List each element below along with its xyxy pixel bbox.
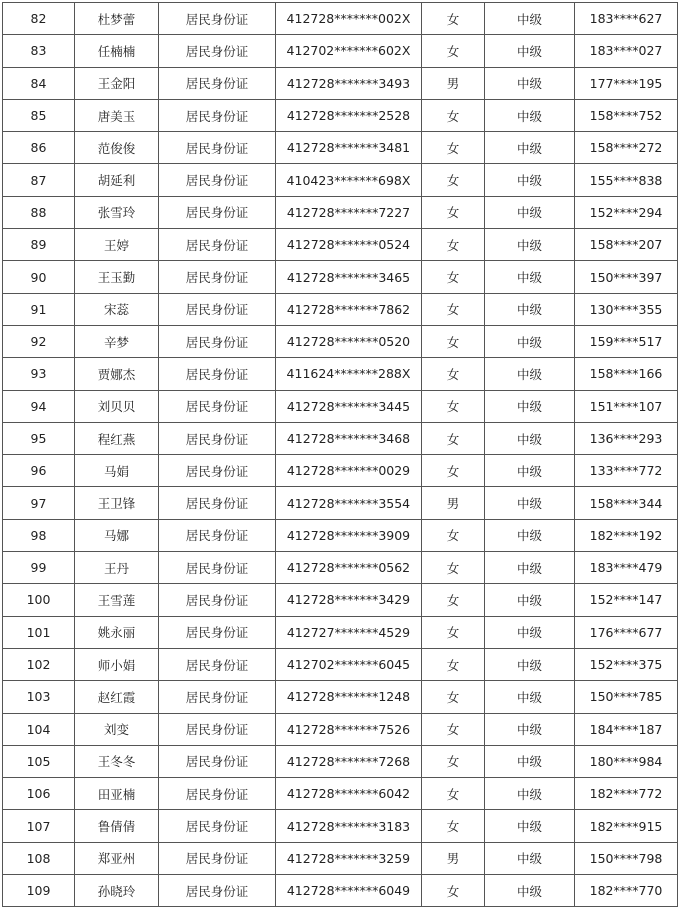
person-name-cell: 宋蕊: [75, 293, 159, 325]
person-name-cell: 任楠楠: [75, 35, 159, 67]
person-name-cell: 郑亚州: [75, 842, 159, 874]
person-name-cell: 王玉勤: [75, 261, 159, 293]
level-cell: 中级: [485, 196, 575, 228]
row-number-cell: 92: [3, 325, 75, 357]
row-number-cell: 97: [3, 487, 75, 519]
person-name-cell: 马娜: [75, 519, 159, 551]
id-number-cell: 412728*******3259: [276, 842, 422, 874]
roster-table-body: [3, 3, 678, 907]
person-name-cell: 辛梦: [75, 325, 159, 357]
level-cell: 中级: [485, 390, 575, 422]
row-number-cell: 85: [3, 99, 75, 131]
id-type-cell: 居民身份证: [159, 681, 276, 713]
level-cell: 中级: [485, 261, 575, 293]
gender-cell: 女: [422, 455, 485, 487]
level-cell: 中级: [485, 681, 575, 713]
person-name-cell: 王雪莲: [75, 584, 159, 616]
phone-number-cell: 183****479: [575, 552, 678, 584]
id-number-cell: 411624*******288X: [276, 358, 422, 390]
gender-cell: 女: [422, 99, 485, 131]
person-name-cell: 胡延利: [75, 164, 159, 196]
table-row: [3, 99, 678, 131]
table-row: [3, 455, 678, 487]
person-name-cell: 鲁倩倩: [75, 810, 159, 842]
table-row: [3, 67, 678, 99]
id-type-cell: 居民身份证: [159, 552, 276, 584]
level-cell: 中级: [485, 455, 575, 487]
row-number-cell: 88: [3, 196, 75, 228]
table-row: [3, 552, 678, 584]
id-type-cell: 居民身份证: [159, 261, 276, 293]
person-name-cell: 张雪玲: [75, 196, 159, 228]
id-type-cell: 居民身份证: [159, 390, 276, 422]
level-cell: 中级: [485, 584, 575, 616]
gender-cell: 女: [422, 745, 485, 777]
gender-cell: 男: [422, 487, 485, 519]
id-type-cell: 居民身份证: [159, 842, 276, 874]
id-type-cell: 居民身份证: [159, 229, 276, 261]
gender-cell: 女: [422, 35, 485, 67]
table-row: [3, 293, 678, 325]
table-row: [3, 164, 678, 196]
gender-cell: 女: [422, 261, 485, 293]
phone-number-cell: 182****915: [575, 810, 678, 842]
level-cell: 中级: [485, 67, 575, 99]
id-number-cell: 412728*******3445: [276, 390, 422, 422]
gender-cell: 女: [422, 616, 485, 648]
row-number-cell: 95: [3, 422, 75, 454]
table-row: [3, 132, 678, 164]
id-number-cell: 412728*******0524: [276, 229, 422, 261]
phone-number-cell: 182****770: [575, 875, 678, 907]
gender-cell: 女: [422, 325, 485, 357]
id-type-cell: 居民身份证: [159, 35, 276, 67]
id-number-cell: 412728*******7268: [276, 745, 422, 777]
phone-number-cell: 158****272: [575, 132, 678, 164]
table-row: [3, 875, 678, 907]
gender-cell: 女: [422, 778, 485, 810]
gender-cell: 女: [422, 681, 485, 713]
id-number-cell: 412728*******6049: [276, 875, 422, 907]
row-number-cell: 104: [3, 713, 75, 745]
level-cell: 中级: [485, 552, 575, 584]
phone-number-cell: 158****344: [575, 487, 678, 519]
gender-cell: 女: [422, 584, 485, 616]
phone-number-cell: 155****838: [575, 164, 678, 196]
level-cell: 中级: [485, 293, 575, 325]
phone-number-cell: 130****355: [575, 293, 678, 325]
id-number-cell: 412728*******7862: [276, 293, 422, 325]
level-cell: 中级: [485, 3, 575, 35]
id-number-cell: 412728*******3468: [276, 422, 422, 454]
person-name-cell: 马娟: [75, 455, 159, 487]
id-type-cell: 居民身份证: [159, 422, 276, 454]
table-row: [3, 713, 678, 745]
gender-cell: 男: [422, 842, 485, 874]
person-name-cell: 王卫锋: [75, 487, 159, 519]
row-number-cell: 87: [3, 164, 75, 196]
id-type-cell: 居民身份证: [159, 713, 276, 745]
level-cell: 中级: [485, 616, 575, 648]
row-number-cell: 84: [3, 67, 75, 99]
level-cell: 中级: [485, 713, 575, 745]
person-name-cell: 王冬冬: [75, 745, 159, 777]
level-cell: 中级: [485, 648, 575, 680]
table-row: [3, 584, 678, 616]
phone-number-cell: 152****147: [575, 584, 678, 616]
phone-number-cell: 177****195: [575, 67, 678, 99]
level-cell: 中级: [485, 35, 575, 67]
row-number-cell: 106: [3, 778, 75, 810]
id-number-cell: 412728*******2528: [276, 99, 422, 131]
id-type-cell: 居民身份证: [159, 455, 276, 487]
id-type-cell: 居民身份证: [159, 778, 276, 810]
row-number-cell: 89: [3, 229, 75, 261]
id-number-cell: 412728*******7227: [276, 196, 422, 228]
id-number-cell: 412728*******3554: [276, 487, 422, 519]
row-number-cell: 94: [3, 390, 75, 422]
id-type-cell: 居民身份证: [159, 99, 276, 131]
row-number-cell: 105: [3, 745, 75, 777]
gender-cell: 女: [422, 422, 485, 454]
person-name-cell: 刘贝贝: [75, 390, 159, 422]
person-name-cell: 姚永丽: [75, 616, 159, 648]
row-number-cell: 91: [3, 293, 75, 325]
person-name-cell: 刘变: [75, 713, 159, 745]
row-number-cell: 101: [3, 616, 75, 648]
table-row: [3, 35, 678, 67]
gender-cell: 女: [422, 196, 485, 228]
id-type-cell: 居民身份证: [159, 875, 276, 907]
id-number-cell: 410423*******698X: [276, 164, 422, 196]
level-cell: 中级: [485, 132, 575, 164]
gender-cell: 女: [422, 132, 485, 164]
level-cell: 中级: [485, 810, 575, 842]
person-name-cell: 杜梦蕾: [75, 3, 159, 35]
id-type-cell: 居民身份证: [159, 67, 276, 99]
row-number-cell: 108: [3, 842, 75, 874]
table-row: [3, 778, 678, 810]
table-row: [3, 325, 678, 357]
person-name-cell: 王金阳: [75, 67, 159, 99]
id-number-cell: 412728*******3465: [276, 261, 422, 293]
gender-cell: 女: [422, 164, 485, 196]
id-type-cell: 居民身份证: [159, 325, 276, 357]
id-number-cell: 412728*******3493: [276, 67, 422, 99]
level-cell: 中级: [485, 778, 575, 810]
table-row: [3, 648, 678, 680]
person-name-cell: 王丹: [75, 552, 159, 584]
id-number-cell: 412728*******3429: [276, 584, 422, 616]
id-type-cell: 居民身份证: [159, 648, 276, 680]
id-type-cell: 居民身份证: [159, 519, 276, 551]
gender-cell: 女: [422, 713, 485, 745]
phone-number-cell: 176****677: [575, 616, 678, 648]
phone-number-cell: 158****166: [575, 358, 678, 390]
table-row: [3, 261, 678, 293]
gender-cell: 女: [422, 519, 485, 551]
id-type-cell: 居民身份证: [159, 132, 276, 164]
id-number-cell: 412728*******6042: [276, 778, 422, 810]
id-number-cell: 412702*******602X: [276, 35, 422, 67]
id-type-cell: 居民身份证: [159, 293, 276, 325]
gender-cell: 女: [422, 390, 485, 422]
id-type-cell: 居民身份证: [159, 584, 276, 616]
phone-number-cell: 182****772: [575, 778, 678, 810]
phone-number-cell: 150****785: [575, 681, 678, 713]
phone-number-cell: 183****627: [575, 3, 678, 35]
id-number-cell: 412728*******0562: [276, 552, 422, 584]
id-number-cell: 412728*******3481: [276, 132, 422, 164]
table-row: [3, 616, 678, 648]
person-name-cell: 孙晓玲: [75, 875, 159, 907]
row-number-cell: 83: [3, 35, 75, 67]
id-type-cell: 居民身份证: [159, 745, 276, 777]
id-type-cell: 居民身份证: [159, 3, 276, 35]
row-number-cell: 100: [3, 584, 75, 616]
row-number-cell: 90: [3, 261, 75, 293]
person-name-cell: 程红燕: [75, 422, 159, 454]
person-name-cell: 贾娜杰: [75, 358, 159, 390]
id-number-cell: 412702*******6045: [276, 648, 422, 680]
id-type-cell: 居民身份证: [159, 487, 276, 519]
id-number-cell: 412728*******7526: [276, 713, 422, 745]
table-row: [3, 390, 678, 422]
id-number-cell: 412728*******3183: [276, 810, 422, 842]
row-number-cell: 99: [3, 552, 75, 584]
phone-number-cell: 183****027: [575, 35, 678, 67]
gender-cell: 女: [422, 875, 485, 907]
phone-number-cell: 159****517: [575, 325, 678, 357]
level-cell: 中级: [485, 842, 575, 874]
level-cell: 中级: [485, 229, 575, 261]
id-type-cell: 居民身份证: [159, 164, 276, 196]
level-cell: 中级: [485, 875, 575, 907]
gender-cell: 女: [422, 648, 485, 680]
row-number-cell: 96: [3, 455, 75, 487]
table-row: [3, 3, 678, 35]
table-row: [3, 422, 678, 454]
person-name-cell: 师小娟: [75, 648, 159, 680]
row-number-cell: 107: [3, 810, 75, 842]
level-cell: 中级: [485, 422, 575, 454]
gender-cell: 女: [422, 552, 485, 584]
level-cell: 中级: [485, 325, 575, 357]
person-name-cell: 范俊俊: [75, 132, 159, 164]
table-row: [3, 487, 678, 519]
level-cell: 中级: [485, 164, 575, 196]
id-number-cell: 412728*******002X: [276, 3, 422, 35]
row-number-cell: 98: [3, 519, 75, 551]
phone-number-cell: 136****293: [575, 422, 678, 454]
row-number-cell: 109: [3, 875, 75, 907]
row-number-cell: 86: [3, 132, 75, 164]
id-number-cell: 412728*******0029: [276, 455, 422, 487]
id-number-cell: 412728*******0520: [276, 325, 422, 357]
phone-number-cell: 151****107: [575, 390, 678, 422]
row-number-cell: 102: [3, 648, 75, 680]
phone-number-cell: 184****187: [575, 713, 678, 745]
table-row: [3, 196, 678, 228]
table-row: [3, 745, 678, 777]
person-name-cell: 田亚楠: [75, 778, 159, 810]
level-cell: 中级: [485, 487, 575, 519]
table-row: [3, 358, 678, 390]
id-number-cell: 412728*******3909: [276, 519, 422, 551]
person-name-cell: 唐美玉: [75, 99, 159, 131]
phone-number-cell: 152****375: [575, 648, 678, 680]
gender-cell: 女: [422, 293, 485, 325]
phone-number-cell: 180****984: [575, 745, 678, 777]
phone-number-cell: 158****207: [575, 229, 678, 261]
table-row: [3, 229, 678, 261]
phone-number-cell: 150****798: [575, 842, 678, 874]
row-number-cell: 93: [3, 358, 75, 390]
table-row: [3, 519, 678, 551]
table-row: [3, 810, 678, 842]
row-number-cell: 103: [3, 681, 75, 713]
id-type-cell: 居民身份证: [159, 616, 276, 648]
level-cell: 中级: [485, 745, 575, 777]
phone-number-cell: 182****192: [575, 519, 678, 551]
id-number-cell: 412727*******4529: [276, 616, 422, 648]
level-cell: 中级: [485, 358, 575, 390]
level-cell: 中级: [485, 519, 575, 551]
phone-number-cell: 133****772: [575, 455, 678, 487]
gender-cell: 女: [422, 358, 485, 390]
id-type-cell: 居民身份证: [159, 358, 276, 390]
phone-number-cell: 150****397: [575, 261, 678, 293]
roster-table: [2, 2, 678, 907]
phone-number-cell: 158****752: [575, 99, 678, 131]
table-row: [3, 681, 678, 713]
person-name-cell: 王婷: [75, 229, 159, 261]
gender-cell: 女: [422, 229, 485, 261]
phone-number-cell: 152****294: [575, 196, 678, 228]
gender-cell: 女: [422, 3, 485, 35]
person-name-cell: 赵红霞: [75, 681, 159, 713]
id-type-cell: 居民身份证: [159, 196, 276, 228]
id-type-cell: 居民身份证: [159, 810, 276, 842]
gender-cell: 女: [422, 810, 485, 842]
table-row: [3, 842, 678, 874]
row-number-cell: 82: [3, 3, 75, 35]
gender-cell: 男: [422, 67, 485, 99]
id-number-cell: 412728*******1248: [276, 681, 422, 713]
level-cell: 中级: [485, 99, 575, 131]
